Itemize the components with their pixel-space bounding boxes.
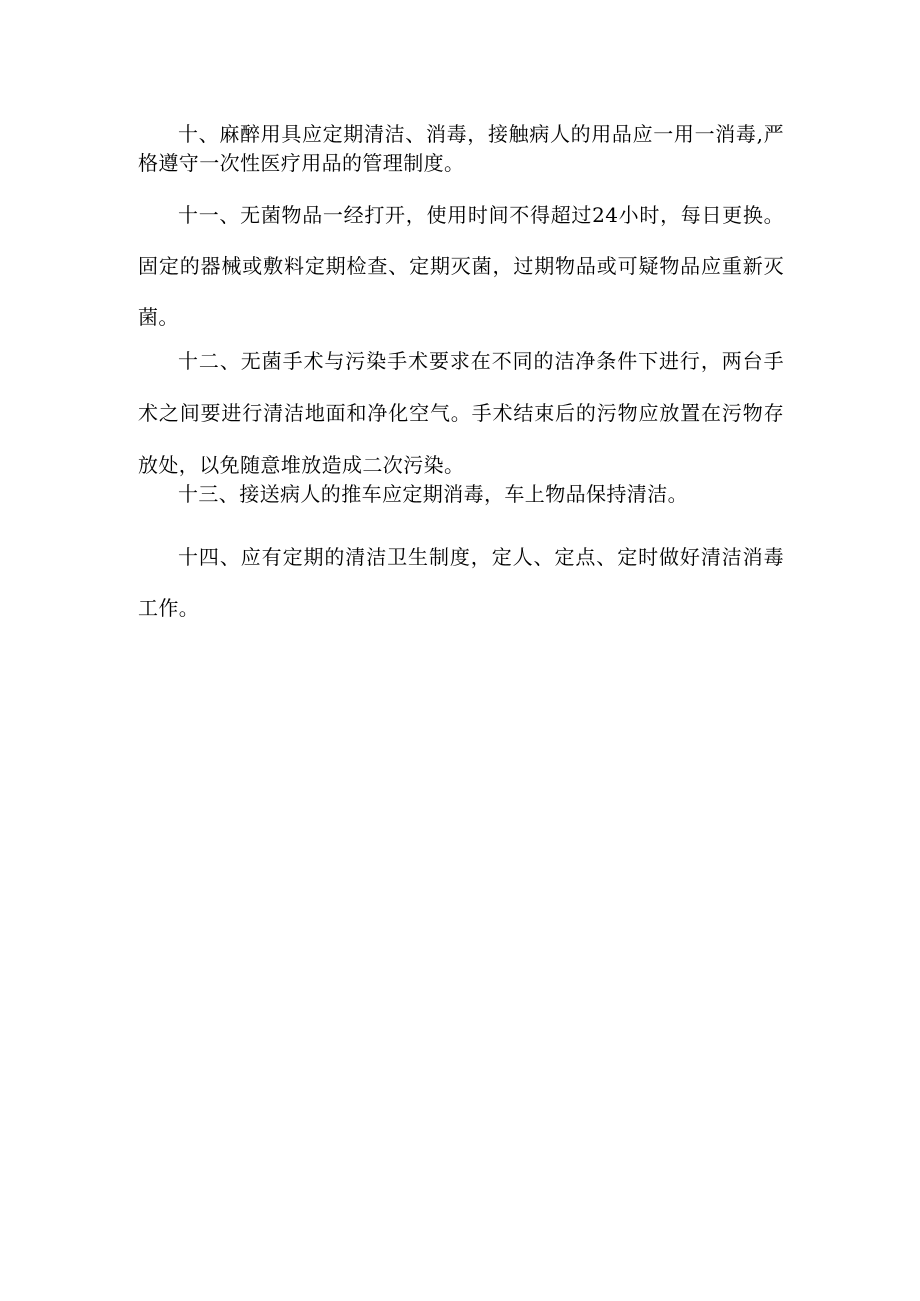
- paragraph-11: 十一、无菌物品一经打开，使用时间不得超过24小时，每日更换。固定的器械或敷料定期检查、定期灭菌，过期物品或可疑物品应重新灭菌。: [138, 203, 784, 329]
- paragraph-13: 十三、接送病人的推车应定期消毒，车上物品保持清洁。: [178, 482, 688, 506]
- paragraph-12: 十二、无菌手术与污染手术要求在不同的洁净条件下进行，两台手术之间要进行清洁地面和净化空气。手术结束后的污物应放置在污物存放处，以免随意堆放造成二次污染。: [138, 349, 784, 477]
- paragraph-10: 十、麻醉用具应定期清洁、消毒，接触病人的用品应一用一消毒,严格遵守一次性医疗用品的管理制度。: [138, 122, 784, 175]
- paragraph-14: 十四、应有定期的清洁卫生制度，定人、定点、定时做好清洁消毒工作。: [138, 545, 784, 620]
